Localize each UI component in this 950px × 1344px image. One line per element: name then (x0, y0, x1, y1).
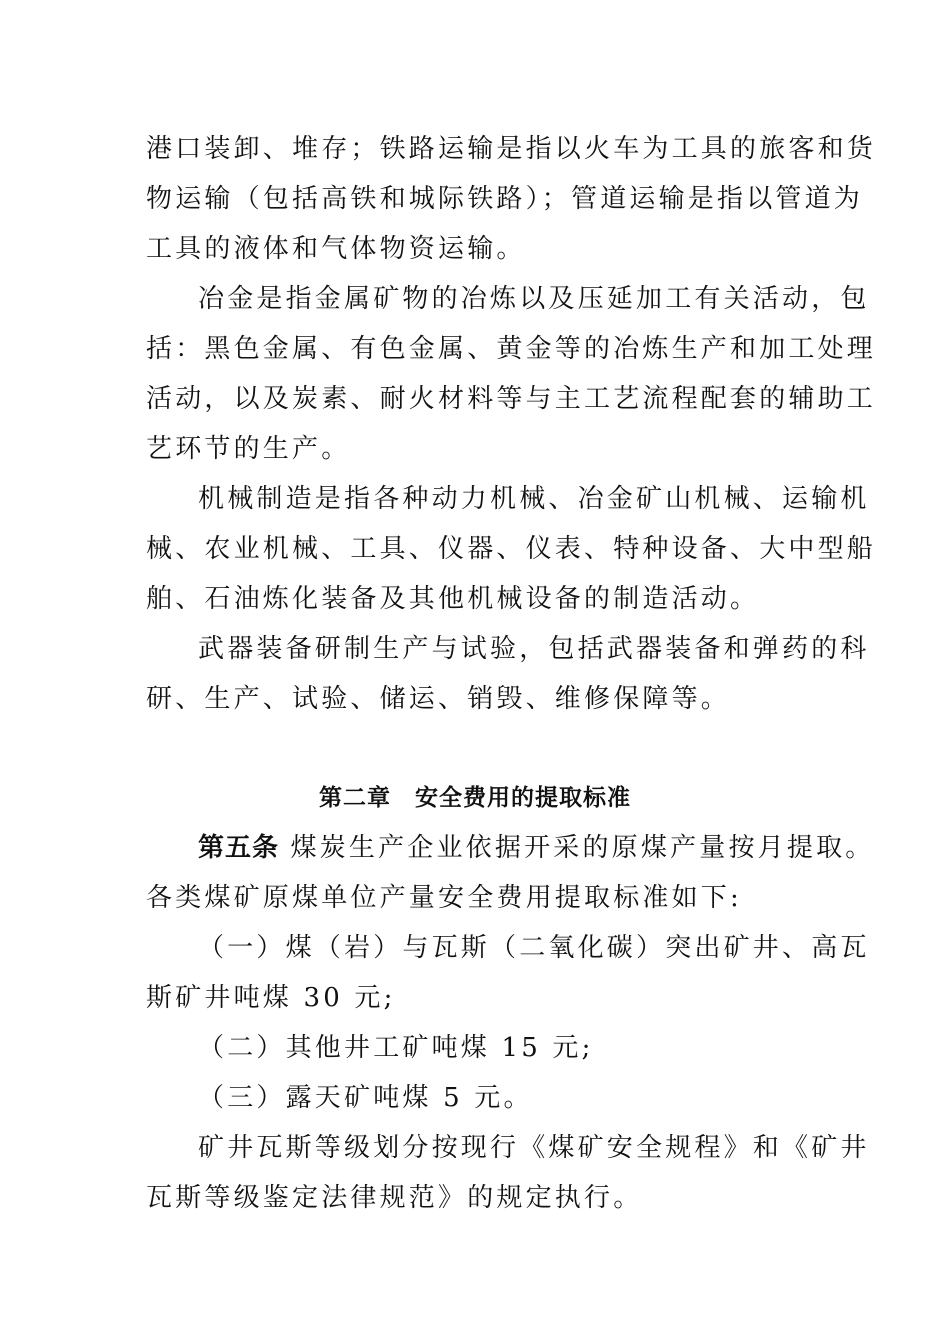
paragraph-line: 械、农业机械、工具、仪器、仪表、特种设备、大中型船 (146, 534, 877, 564)
paragraph-line: 括：黑色金属、有色金属、黄金等的冶炼生产和加工处理 (146, 334, 877, 364)
paragraph-line: 港口装卸、堆存；铁路运输是指以火车为工具的旅客和货 (146, 134, 877, 164)
paragraph-line: 舶、石油炼化装备及其他机械设备的制造活动。 (146, 584, 760, 614)
article-first-line-text: 煤炭生产企业依据开采的原煤产量按月提取。 (290, 833, 875, 863)
paragraph-line: 工具的液体和气体物资运输。 (146, 234, 526, 264)
article-line: （一）煤（岩）与瓦斯（二氧化碳）突出矿井、高瓦 (198, 933, 870, 963)
article-line: 各类煤矿原煤单位产量安全费用提取标准如下: (146, 883, 742, 913)
paragraph-line: 武器装备研制生产与试验，包括武器装备和弹药的科 (198, 634, 870, 664)
chapter-heading: 第二章 安全费用的提取标准 (319, 785, 631, 811)
paragraph-line: 活动，以及炭素、耐火材料等与主工艺流程配套的辅助工 (146, 384, 877, 414)
article-line: （二）其他井工矿吨煤 15 元; (198, 1033, 594, 1063)
article-line: 斯矿井吨煤 30 元; (146, 983, 396, 1013)
article-line: 矿井瓦斯等级划分按现行《煤矿安全规程》和《矿井 (198, 1133, 870, 1163)
article-first-line (198, 832, 875, 864)
paragraph-line: 机械制造是指各种动力机械、冶金矿山机械、运输机 (198, 484, 870, 514)
article-line: （三）露天矿吨煤 5 元。 (198, 1083, 533, 1113)
article-line: 瓦斯等级鉴定法律规范》的规定执行。 (146, 1183, 643, 1213)
paragraph-line: 研、生产、试验、储运、销毁、维修保障等。 (146, 684, 731, 714)
article-label: 第五条 (198, 833, 280, 863)
paragraph-line: 冶金是指金属矿物的冶炼以及压延加工有关活动，包 (198, 284, 870, 314)
paragraph-line: 艺环节的生产。 (146, 434, 351, 464)
paragraph-line: 物运输（包括高铁和城际铁路）；管道运输是指以管道为 (146, 184, 864, 214)
